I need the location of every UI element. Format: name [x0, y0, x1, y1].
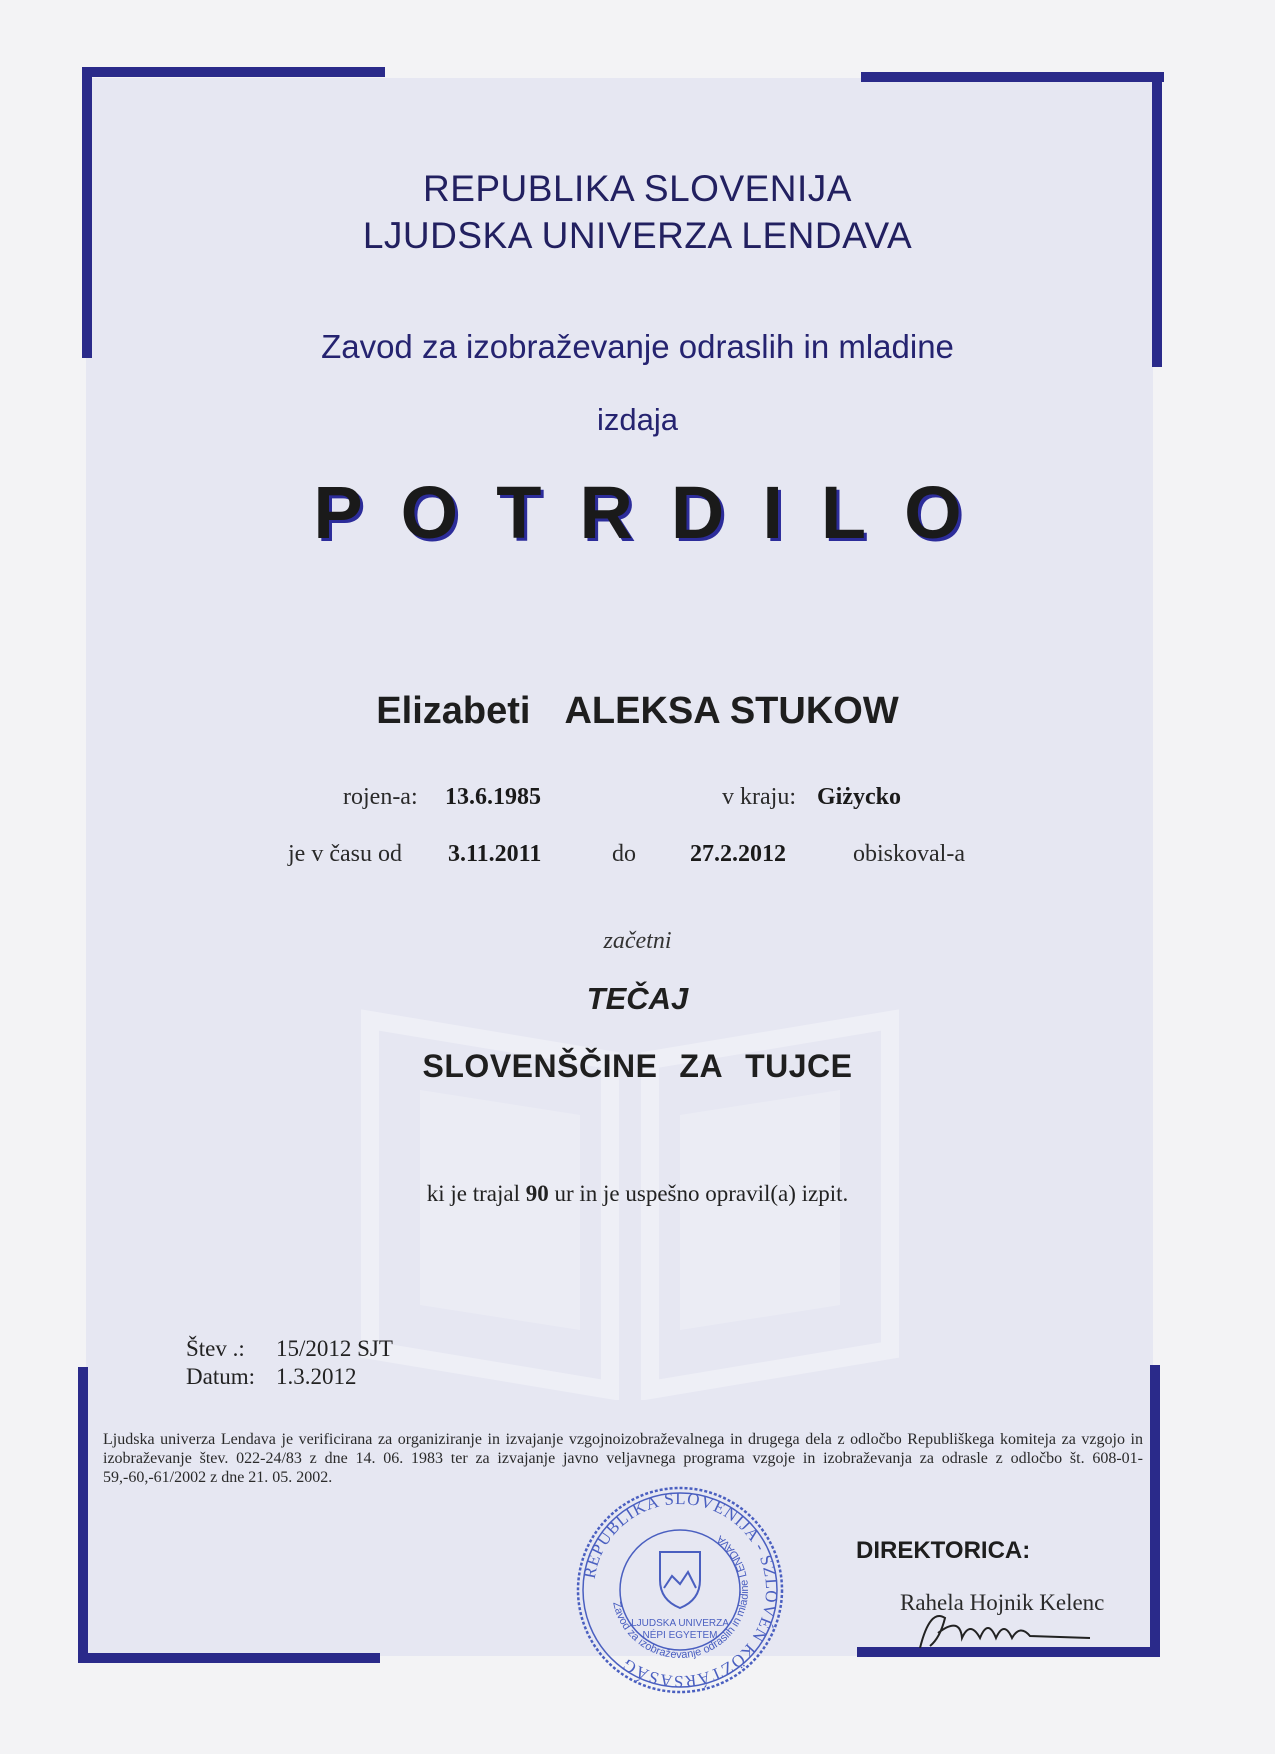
period-label: je v času od — [288, 841, 402, 867]
course-name — [0, 1048, 1275, 1085]
certificate-title: POTRDILO — [313, 471, 1000, 554]
frame-bottom-right-vertical — [1150, 1365, 1160, 1657]
course-type: TEČAJ — [586, 981, 689, 1016]
issues-label: izdaja — [597, 402, 678, 437]
course-level: začetni — [603, 928, 672, 954]
recipient-first-name: Elizabeti — [376, 690, 531, 732]
birth-place: Giżycko — [817, 784, 901, 810]
handwritten-signature — [900, 1598, 1100, 1658]
signatory-role: DIREKTORICA: — [856, 1537, 1031, 1564]
header-republic: REPUBLIKA SLOVENIJA — [422, 168, 852, 209]
course-name-part3: TUJCE — [745, 1048, 853, 1084]
duration-post: ur in je uspešno opravil(a) izpit. — [554, 1181, 849, 1206]
legal-verification-text: Ljudska univerza Lendava je verificirana za organiziranje in izvajanje vzgojnoizobraževalnega in drugega dela z odločbo Republiškega komiteja za vzgojo in izobraževanje štev. 022-24/83 z dne 14. 06. 1983 ter za izvajanje javno veljavnega programa vzgoje in izobraževanja za odrasle z odločbo št. 608-01-59,-60,-61/2002 z dne 21. 05. 2002. — [103, 1431, 1143, 1486]
recipient-name — [0, 690, 1275, 733]
seal-coat-of-arms-icon — [660, 1552, 700, 1608]
reference-date-label: Datum: — [186, 1364, 255, 1389]
frame-top-left-horizontal — [82, 67, 385, 77]
born-label: rojen-a: — [343, 784, 418, 810]
seal-ring-text: Zavod za izobraževanje odraslih in mladine LENDAVA — [610, 1532, 752, 1662]
born-date: 13.6.1985 — [445, 784, 541, 810]
seal-outer-text: REPUBLIKA SLOVENIJA - SZLOVÉN KÖZTÁRSASÁG — [579, 1488, 782, 1692]
place-label: v kraju: — [722, 784, 796, 810]
period-from: 3.11.2011 — [448, 841, 542, 867]
frame-bottom-left-vertical — [78, 1367, 88, 1663]
seal-inner-line1: LJUDSKA UNIVERZA — [631, 1618, 729, 1629]
reference-number-label: Štev .: — [186, 1336, 245, 1361]
course-name-part1: SLOVENŠČINE — [422, 1048, 658, 1084]
reference-number: 15/2012 SJT — [276, 1336, 393, 1361]
recipient-last-name: ALEKSA STUKOW — [564, 690, 899, 732]
header-university: LJUDSKA UNIVERZA LENDAVA — [362, 215, 913, 256]
frame-top-right-horizontal — [861, 72, 1164, 82]
duration-hours: 90 — [525, 1181, 549, 1206]
reference-date: 1.3.2012 — [276, 1364, 357, 1389]
period-to-label: do — [612, 841, 636, 867]
frame-top-left-vertical — [82, 67, 92, 358]
official-seal — [574, 1484, 786, 1696]
duration-pre: ki je trajal — [426, 1181, 520, 1206]
course-name-part2: ZA — [679, 1048, 724, 1084]
frame-bottom-left-horizontal — [78, 1653, 380, 1663]
attended-label: obiskoval-a — [853, 841, 965, 867]
seal-inner-line2: NÉPI EGYETEM — [642, 1630, 718, 1641]
header-institute: Zavod za izobraževanje odraslih in mladine — [321, 328, 954, 365]
period-to: 27.2.2012 — [690, 841, 786, 867]
course-duration-line — [0, 1181, 1275, 1207]
signatory-name: Rahela Hojnik Kelenc — [900, 1590, 1105, 1615]
